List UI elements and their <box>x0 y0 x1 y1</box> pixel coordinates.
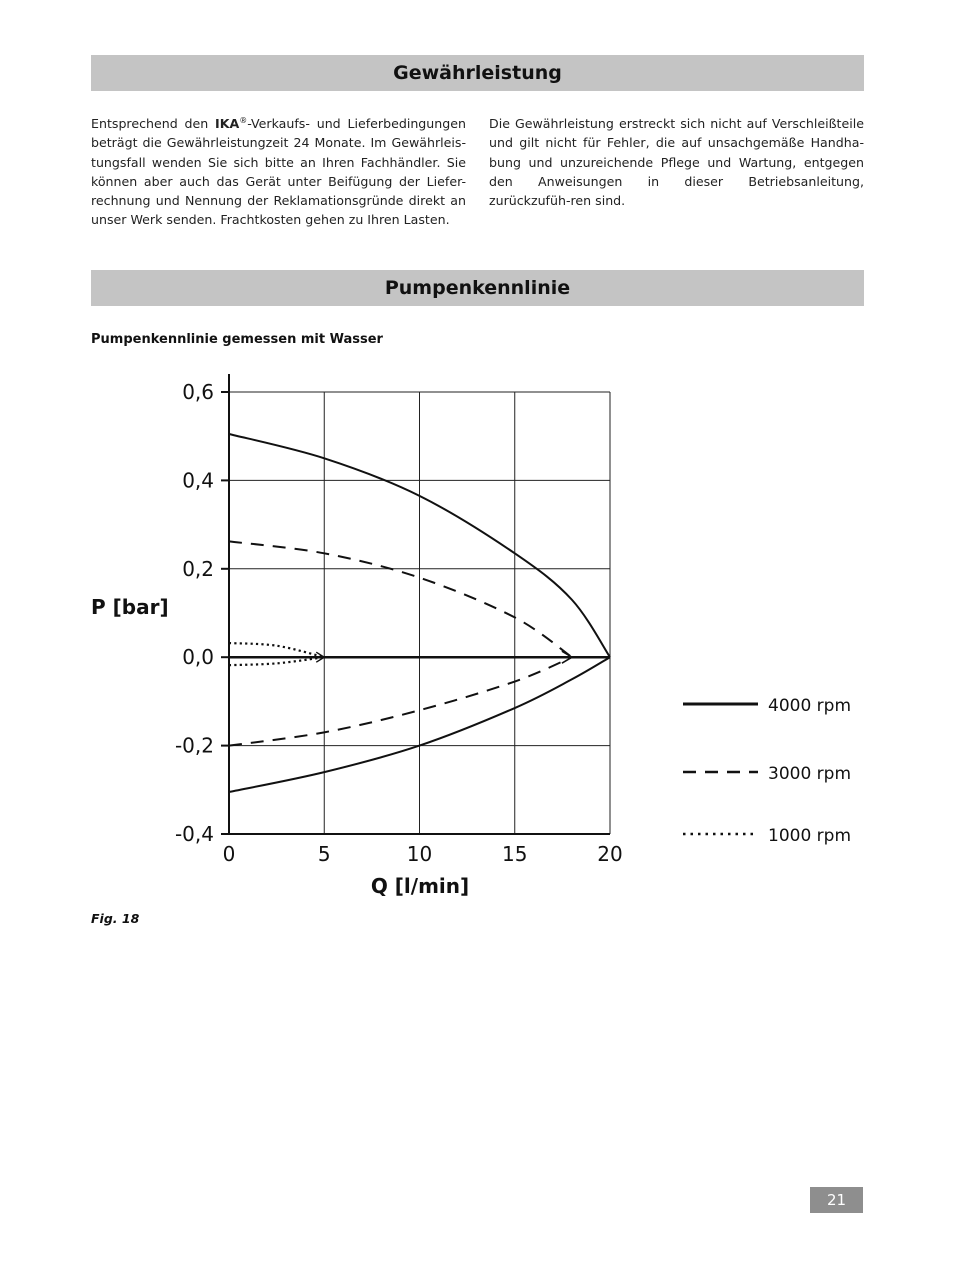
curve-1000-rpm-pressure <box>229 643 324 657</box>
x-tick-label: 15 <box>502 842 528 866</box>
x-tick-label: 0 <box>222 842 236 866</box>
chart-legend <box>683 696 851 846</box>
y-tick-label: 0,6 <box>182 380 214 404</box>
y-tick-label: 0,4 <box>182 468 214 493</box>
x-tick-label: 10 <box>406 842 433 866</box>
x-tick-label: 20 <box>597 842 623 866</box>
legend-label: 1000 rpm <box>768 826 852 846</box>
chart-axes <box>221 374 610 834</box>
chart-grid <box>229 392 610 834</box>
y-tick-label: -0,4 <box>174 822 214 846</box>
warranty-left-post: -Verkaufs- und Lieferbedingungen beträgt die Gewährleistungzeit 24 Monate. Im Gewährleis-tungsfall wenden Sie sich bitte an Ihren Fachhändler. Sie können aber auch das Gerät unter Beifügung der Liefer-rechnung und Nennung der Reklamationsgründe direkt an unser Werk senden. Frachtkosten gehen zu Ihren Lasten. <box>91 116 466 228</box>
y-tick-label: -0,2 <box>174 733 214 758</box>
curve-3000-rpm-pressure <box>229 541 572 657</box>
legend-label: 3000 rpm <box>768 764 852 784</box>
legend-label: 4000 rpm <box>768 696 852 716</box>
chart-subtitle: Pumpenkennlinie gemessen mit Wasser <box>91 332 383 347</box>
warranty-text-right: Die Gewährleistung erstreckt sich nicht auf Verschleißteile und gilt nicht für Fehler, die auf unsachgemäße Handha-bung und unzureichende Pflege und Wartung, entgegen den Anweisungen in dieser Betriebsanleitung, zurückzufüh-ren sind. <box>489 116 864 209</box>
x-axis-label: Q [l/min] <box>370 874 470 898</box>
brand-name: IKA <box>215 116 240 131</box>
y-tick-label: 0,0 <box>182 645 214 670</box>
y-tick-label: 0,2 <box>182 556 214 581</box>
x-tick-label: 5 <box>317 842 331 866</box>
page-number <box>810 1187 863 1213</box>
section-title: Pumpenkennlinie <box>384 277 571 299</box>
page-number-text: 21 <box>826 1191 847 1209</box>
curve-3000-rpm-suction <box>229 657 572 745</box>
chart-tick-labels <box>175 380 623 866</box>
y-axis-label: P [bar] <box>91 595 169 619</box>
registered-mark: ® <box>239 115 248 125</box>
figure-label: Fig. 18 <box>91 911 140 926</box>
section-title: Gewährleistung <box>393 62 562 84</box>
warranty-left-pre: Entsprechend den <box>91 116 216 131</box>
